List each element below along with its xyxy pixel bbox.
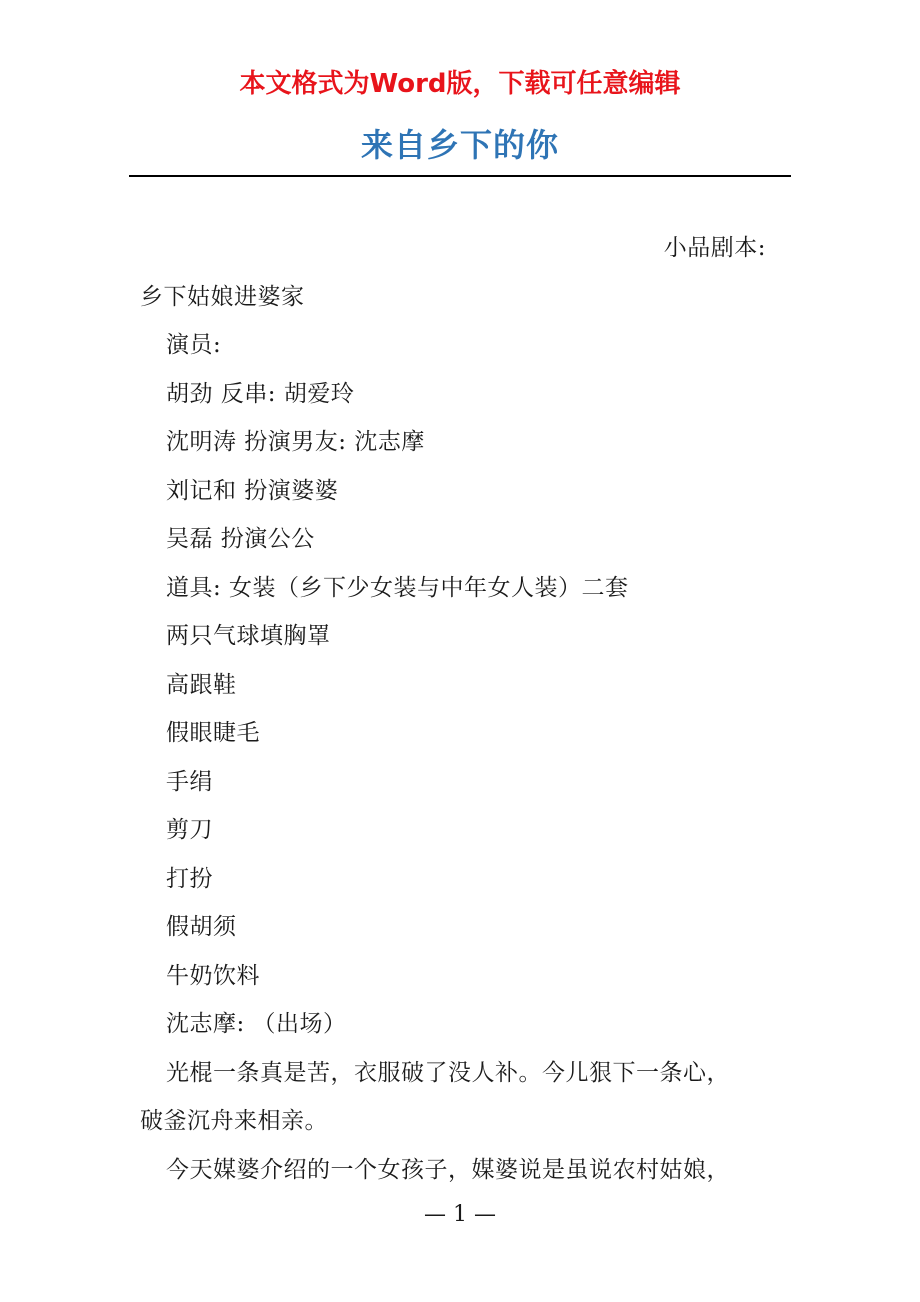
body-line: 刘记和 扮演婆婆 [166, 477, 339, 504]
document-title: 来自乡下的你 [360, 126, 559, 164]
title-divider [129, 175, 791, 177]
document-body [140, 224, 766, 1194]
body-line: 假眼睫毛 [166, 720, 260, 746]
body-line: 沈明涛 扮演男友: 沈志摩 [166, 429, 425, 455]
body-line: 假胡须 [166, 914, 237, 940]
body-line: 打扮 [166, 865, 213, 892]
body-line: 今天媒婆介绍的一个女孩子，媒婆说是虽说农村姑娘， [166, 1156, 730, 1183]
body-line: 牛奶饮料 [166, 962, 260, 989]
body-line: 剪刀 [166, 817, 213, 843]
format-notice-banner: 本文格式为Word版，下载可任意编辑 [239, 69, 681, 99]
body-line: 破釜沉舟来相亲。 [140, 1108, 328, 1134]
body-line: 小品剧本: [663, 235, 766, 261]
body-line: 胡劲 反串: 胡爱玲 [166, 380, 355, 407]
page-number: — 1 — [424, 1202, 496, 1227]
body-line: 乡下姑娘进婆家 [140, 283, 305, 310]
body-line: 光棍一条真是苦，衣服破了没人补。今儿狠下一条心， [166, 1059, 730, 1086]
body-line: 道具: 女装（乡下少女装与中年女人装）二套 [166, 574, 629, 601]
body-line: 高跟鞋 [166, 671, 237, 698]
body-line: 沈志摩: （出场） [166, 1011, 347, 1037]
body-line: 手绢 [166, 768, 213, 795]
body-line: 吴磊 扮演公公 [166, 526, 315, 552]
body-line: 两只气球填胸罩 [166, 623, 331, 649]
body-line: 演员: [166, 332, 222, 358]
